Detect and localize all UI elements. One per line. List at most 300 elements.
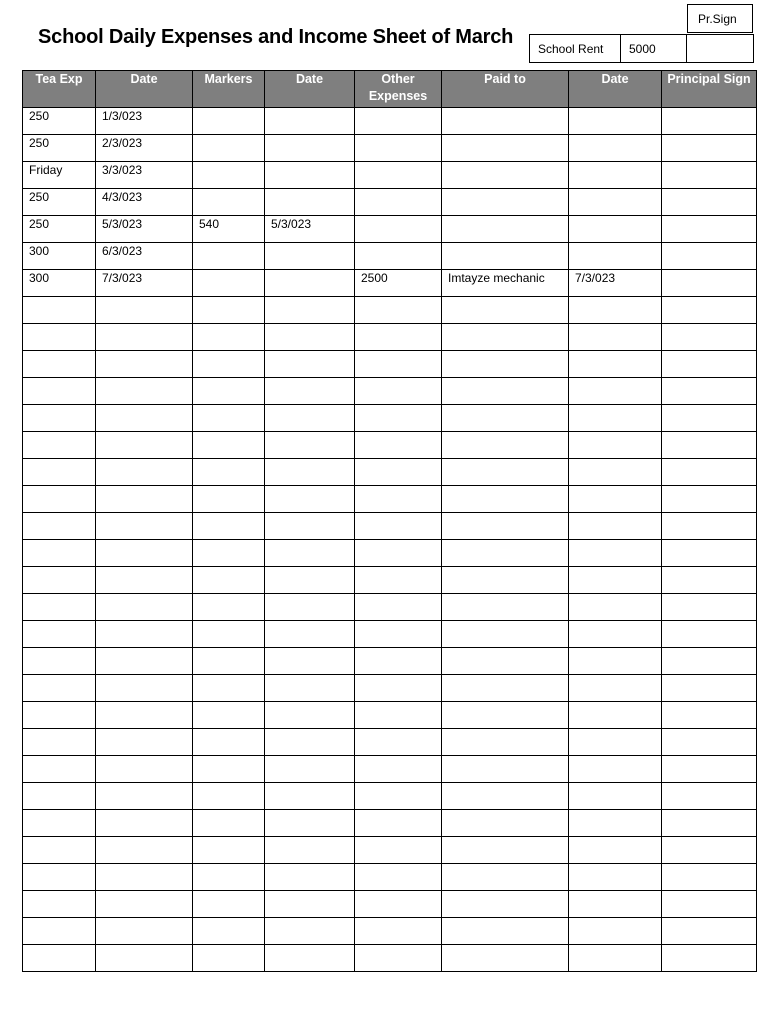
cell-paid-to[interactable] bbox=[442, 243, 569, 270]
cell-markers[interactable] bbox=[193, 405, 265, 432]
cell-principal-sign[interactable] bbox=[662, 378, 757, 405]
cell-markers[interactable] bbox=[193, 810, 265, 837]
cell-tea-exp[interactable] bbox=[23, 459, 96, 486]
cell-other-expenses[interactable] bbox=[355, 297, 442, 324]
table-row bbox=[23, 756, 757, 783]
cell-paid-date[interactable] bbox=[569, 405, 662, 432]
cell-markers-date[interactable] bbox=[265, 324, 355, 351]
cell-tea-exp[interactable] bbox=[23, 297, 96, 324]
cell-paid-date[interactable] bbox=[569, 324, 662, 351]
cell-other-expenses[interactable] bbox=[355, 405, 442, 432]
cell-principal-sign[interactable] bbox=[662, 756, 757, 783]
cell-markers[interactable] bbox=[193, 702, 265, 729]
cell-tea-exp[interactable] bbox=[23, 594, 96, 621]
cell-paid-to[interactable] bbox=[442, 297, 569, 324]
cell-paid-date[interactable] bbox=[569, 675, 662, 702]
col-header-principal-sign: Principal Sign bbox=[662, 71, 757, 108]
school-rent-value-text: 5000 bbox=[629, 41, 656, 56]
cell-tea-exp[interactable]: Friday bbox=[23, 162, 96, 189]
col-header-paid-date: Date bbox=[569, 71, 662, 108]
table-row bbox=[23, 270, 757, 297]
cell-paid-date[interactable] bbox=[569, 162, 662, 189]
cell-principal-sign[interactable] bbox=[662, 783, 757, 810]
cell-markers[interactable] bbox=[193, 648, 265, 675]
cell-date[interactable]: 2/3/023 bbox=[96, 135, 193, 162]
cell-paid-date[interactable] bbox=[569, 594, 662, 621]
cell-paid-date[interactable] bbox=[569, 297, 662, 324]
cell-other-expenses[interactable] bbox=[355, 945, 442, 972]
cell-paid-date[interactable] bbox=[569, 189, 662, 216]
cell-paid-to[interactable] bbox=[442, 756, 569, 783]
cell-date[interactable] bbox=[96, 405, 193, 432]
cell-tea-exp[interactable] bbox=[23, 945, 96, 972]
cell-tea-exp[interactable] bbox=[23, 378, 96, 405]
cell-date[interactable] bbox=[96, 324, 193, 351]
table-row bbox=[23, 162, 757, 189]
cell-markers-date[interactable] bbox=[265, 297, 355, 324]
cell-date[interactable] bbox=[96, 621, 193, 648]
table-body bbox=[23, 108, 757, 972]
cell-paid-to[interactable] bbox=[442, 621, 569, 648]
cell-date[interactable]: 4/3/023 bbox=[96, 189, 193, 216]
cell-tea-exp[interactable] bbox=[23, 783, 96, 810]
cell-tea-exp[interactable]: 300 bbox=[23, 243, 96, 270]
cell-markers-date[interactable]: 5/3/023 bbox=[265, 216, 355, 243]
cell-paid-to[interactable] bbox=[442, 324, 569, 351]
cell-date[interactable] bbox=[96, 648, 193, 675]
cell-principal-sign[interactable] bbox=[662, 486, 757, 513]
cell-date[interactable] bbox=[96, 864, 193, 891]
cell-tea-exp[interactable] bbox=[23, 729, 96, 756]
cell-markers-date[interactable] bbox=[265, 162, 355, 189]
cell-paid-to[interactable] bbox=[442, 648, 569, 675]
school-rent-label-text: School Rent bbox=[538, 41, 604, 56]
cell-tea-exp[interactable]: 250 bbox=[23, 216, 96, 243]
cell-principal-sign[interactable] bbox=[662, 351, 757, 378]
cell-markers-date[interactable] bbox=[265, 621, 355, 648]
cell-principal-sign[interactable] bbox=[662, 567, 757, 594]
cell-tea-exp[interactable]: 250 bbox=[23, 108, 96, 135]
cell-tea-exp[interactable] bbox=[23, 675, 96, 702]
page-title: School Daily Expenses and Income Sheet of March bbox=[38, 26, 514, 48]
cell-other-expenses[interactable]: 2500 bbox=[355, 270, 442, 297]
cell-markers[interactable] bbox=[193, 513, 265, 540]
col-header-tea-exp: Tea Exp bbox=[23, 71, 96, 108]
cell-markers-date[interactable] bbox=[265, 675, 355, 702]
cell-markers-date[interactable] bbox=[265, 918, 355, 945]
cell-other-expenses[interactable] bbox=[355, 783, 442, 810]
cell-date[interactable] bbox=[96, 891, 193, 918]
cell-markers-date[interactable] bbox=[265, 783, 355, 810]
cell-other-expenses[interactable] bbox=[355, 459, 442, 486]
table-row bbox=[23, 783, 757, 810]
cell-principal-sign[interactable] bbox=[662, 891, 757, 918]
cell-markers[interactable] bbox=[193, 189, 265, 216]
cell-principal-sign[interactable] bbox=[662, 432, 757, 459]
cell-paid-to[interactable] bbox=[442, 459, 569, 486]
cell-paid-date[interactable] bbox=[569, 729, 662, 756]
cell-principal-sign[interactable] bbox=[662, 810, 757, 837]
cell-markers[interactable] bbox=[193, 324, 265, 351]
table-row bbox=[23, 891, 757, 918]
cell-markers-date[interactable] bbox=[265, 648, 355, 675]
cell-paid-to[interactable] bbox=[442, 432, 569, 459]
cell-other-expenses[interactable] bbox=[355, 540, 442, 567]
cell-markers-date[interactable] bbox=[265, 702, 355, 729]
cell-tea-exp[interactable] bbox=[23, 540, 96, 567]
table-row bbox=[23, 135, 757, 162]
cell-principal-sign[interactable] bbox=[662, 918, 757, 945]
table-row bbox=[23, 702, 757, 729]
cell-markers-date[interactable] bbox=[265, 810, 355, 837]
cell-paid-to[interactable] bbox=[442, 810, 569, 837]
cell-date[interactable] bbox=[96, 756, 193, 783]
cell-other-expenses[interactable] bbox=[355, 162, 442, 189]
cell-date[interactable] bbox=[96, 783, 193, 810]
cell-paid-date[interactable] bbox=[569, 513, 662, 540]
cell-markers-date[interactable] bbox=[265, 567, 355, 594]
cell-date[interactable]: 6/3/023 bbox=[96, 243, 193, 270]
cell-markers-date[interactable] bbox=[265, 189, 355, 216]
cell-tea-exp[interactable] bbox=[23, 486, 96, 513]
cell-markers-date[interactable] bbox=[265, 756, 355, 783]
cell-date[interactable]: 5/3/023 bbox=[96, 216, 193, 243]
cell-markers-date[interactable] bbox=[265, 459, 355, 486]
cell-date[interactable] bbox=[96, 540, 193, 567]
cell-tea-exp[interactable] bbox=[23, 702, 96, 729]
cell-tea-exp[interactable] bbox=[23, 864, 96, 891]
cell-markers[interactable] bbox=[193, 837, 265, 864]
table-row bbox=[23, 216, 757, 243]
cell-markers[interactable] bbox=[193, 108, 265, 135]
cell-markers[interactable] bbox=[193, 594, 265, 621]
cell-tea-exp[interactable] bbox=[23, 351, 96, 378]
cell-markers-date[interactable] bbox=[265, 837, 355, 864]
cell-date[interactable] bbox=[96, 459, 193, 486]
cell-principal-sign[interactable] bbox=[662, 594, 757, 621]
cell-paid-date[interactable] bbox=[569, 243, 662, 270]
cell-markers[interactable] bbox=[193, 162, 265, 189]
cell-principal-sign[interactable] bbox=[662, 189, 757, 216]
cell-paid-date[interactable] bbox=[569, 378, 662, 405]
table-row bbox=[23, 729, 757, 756]
cell-markers[interactable]: 540 bbox=[193, 216, 265, 243]
cell-paid-to[interactable] bbox=[442, 783, 569, 810]
cell-date[interactable] bbox=[96, 945, 193, 972]
cell-other-expenses[interactable] bbox=[355, 918, 442, 945]
cell-tea-exp[interactable] bbox=[23, 324, 96, 351]
cell-markers-date[interactable] bbox=[265, 729, 355, 756]
cell-other-expenses[interactable] bbox=[355, 594, 442, 621]
cell-paid-to[interactable] bbox=[442, 864, 569, 891]
cell-principal-sign[interactable] bbox=[662, 297, 757, 324]
cell-paid-to[interactable] bbox=[442, 108, 569, 135]
cell-markers-date[interactable] bbox=[265, 135, 355, 162]
cell-markers-date[interactable] bbox=[265, 108, 355, 135]
cell-markers-date[interactable] bbox=[265, 594, 355, 621]
cell-other-expenses[interactable] bbox=[355, 513, 442, 540]
cell-tea-exp[interactable] bbox=[23, 405, 96, 432]
cell-paid-date[interactable] bbox=[569, 108, 662, 135]
cell-markers-date[interactable] bbox=[265, 243, 355, 270]
cell-principal-sign[interactable] bbox=[662, 405, 757, 432]
table-row bbox=[23, 297, 757, 324]
table-row bbox=[23, 108, 757, 135]
cell-paid-date[interactable] bbox=[569, 783, 662, 810]
cell-date[interactable] bbox=[96, 675, 193, 702]
header-row bbox=[23, 71, 757, 108]
cell-date[interactable] bbox=[96, 513, 193, 540]
cell-other-expenses[interactable] bbox=[355, 891, 442, 918]
cell-tea-exp[interactable] bbox=[23, 621, 96, 648]
cell-other-expenses[interactable] bbox=[355, 675, 442, 702]
cell-markers-date[interactable] bbox=[265, 945, 355, 972]
cell-paid-date[interactable] bbox=[569, 756, 662, 783]
cell-markers-date[interactable] bbox=[265, 486, 355, 513]
cell-paid-date[interactable] bbox=[569, 810, 662, 837]
cell-tea-exp[interactable] bbox=[23, 756, 96, 783]
cell-paid-date[interactable] bbox=[569, 918, 662, 945]
cell-other-expenses[interactable] bbox=[355, 189, 442, 216]
cell-principal-sign[interactable] bbox=[662, 459, 757, 486]
cell-markers[interactable] bbox=[193, 540, 265, 567]
cell-paid-to[interactable] bbox=[442, 567, 569, 594]
cell-paid-date[interactable] bbox=[569, 432, 662, 459]
cell-other-expenses[interactable] bbox=[355, 432, 442, 459]
cell-other-expenses[interactable] bbox=[355, 702, 442, 729]
cell-paid-date[interactable] bbox=[569, 891, 662, 918]
cell-tea-exp[interactable] bbox=[23, 567, 96, 594]
cell-markers[interactable] bbox=[193, 243, 265, 270]
table-row bbox=[23, 486, 757, 513]
cell-paid-to[interactable] bbox=[442, 729, 569, 756]
cell-date[interactable] bbox=[96, 810, 193, 837]
cell-principal-sign[interactable] bbox=[662, 837, 757, 864]
cell-date[interactable] bbox=[96, 297, 193, 324]
cell-paid-date[interactable] bbox=[569, 351, 662, 378]
cell-markers[interactable] bbox=[193, 432, 265, 459]
cell-date[interactable] bbox=[96, 486, 193, 513]
cell-date[interactable] bbox=[96, 594, 193, 621]
cell-other-expenses[interactable] bbox=[355, 324, 442, 351]
cell-principal-sign[interactable] bbox=[662, 864, 757, 891]
table-row bbox=[23, 810, 757, 837]
cell-paid-date[interactable] bbox=[569, 648, 662, 675]
table-row bbox=[23, 648, 757, 675]
cell-paid-to[interactable] bbox=[442, 216, 569, 243]
cell-markers-date[interactable] bbox=[265, 378, 355, 405]
cell-paid-to[interactable] bbox=[442, 405, 569, 432]
cell-markers-date[interactable] bbox=[265, 891, 355, 918]
col-header-paid-to: Paid to bbox=[442, 71, 569, 108]
cell-principal-sign[interactable] bbox=[662, 135, 757, 162]
cell-principal-sign[interactable] bbox=[662, 108, 757, 135]
cell-date[interactable]: 1/3/023 bbox=[96, 108, 193, 135]
cell-paid-date[interactable] bbox=[569, 486, 662, 513]
cell-date[interactable] bbox=[96, 351, 193, 378]
cell-other-expenses[interactable] bbox=[355, 351, 442, 378]
cell-markers[interactable] bbox=[193, 621, 265, 648]
cell-paid-date[interactable] bbox=[569, 567, 662, 594]
cell-date[interactable] bbox=[96, 729, 193, 756]
cell-principal-sign[interactable] bbox=[662, 621, 757, 648]
cell-paid-to[interactable] bbox=[442, 135, 569, 162]
cell-paid-to[interactable] bbox=[442, 891, 569, 918]
cell-paid-to[interactable] bbox=[442, 162, 569, 189]
cell-other-expenses[interactable] bbox=[355, 378, 442, 405]
principal-sign-text: Pr.Sign bbox=[698, 11, 737, 26]
cell-other-expenses[interactable] bbox=[355, 729, 442, 756]
school-rent-value[interactable] bbox=[620, 34, 687, 63]
cell-principal-sign[interactable] bbox=[662, 675, 757, 702]
cell-principal-sign[interactable] bbox=[662, 162, 757, 189]
cell-markers-date[interactable] bbox=[265, 513, 355, 540]
cell-paid-date[interactable] bbox=[569, 945, 662, 972]
cell-other-expenses[interactable] bbox=[355, 486, 442, 513]
cell-other-expenses[interactable] bbox=[355, 135, 442, 162]
cell-paid-to[interactable] bbox=[442, 918, 569, 945]
cell-markers-date[interactable] bbox=[265, 270, 355, 297]
cell-paid-to[interactable] bbox=[442, 540, 569, 567]
table-row bbox=[23, 459, 757, 486]
cell-markers[interactable] bbox=[193, 891, 265, 918]
cell-date[interactable] bbox=[96, 837, 193, 864]
cell-principal-sign[interactable] bbox=[662, 216, 757, 243]
cell-markers[interactable] bbox=[193, 459, 265, 486]
cell-paid-date[interactable]: 7/3/023 bbox=[569, 270, 662, 297]
cell-tea-exp[interactable] bbox=[23, 918, 96, 945]
cell-other-expenses[interactable] bbox=[355, 810, 442, 837]
cell-tea-exp[interactable] bbox=[23, 837, 96, 864]
cell-markers-date[interactable] bbox=[265, 432, 355, 459]
cell-paid-to[interactable]: Imtayze mechanic bbox=[442, 270, 569, 297]
table-row bbox=[23, 189, 757, 216]
cell-principal-sign[interactable] bbox=[662, 324, 757, 351]
cell-paid-to[interactable] bbox=[442, 513, 569, 540]
table-row bbox=[23, 675, 757, 702]
cell-markers[interactable] bbox=[193, 297, 265, 324]
cell-other-expenses[interactable] bbox=[355, 216, 442, 243]
cell-markers[interactable] bbox=[193, 756, 265, 783]
cell-date[interactable] bbox=[96, 567, 193, 594]
cell-principal-sign[interactable] bbox=[662, 648, 757, 675]
cell-principal-sign[interactable] bbox=[662, 243, 757, 270]
cell-other-expenses[interactable] bbox=[355, 837, 442, 864]
cell-principal-sign[interactable] bbox=[662, 702, 757, 729]
school-rent-sign-cell[interactable] bbox=[686, 34, 754, 63]
cell-markers[interactable] bbox=[193, 378, 265, 405]
table-row bbox=[23, 324, 757, 351]
table-row bbox=[23, 405, 757, 432]
cell-other-expenses[interactable] bbox=[355, 108, 442, 135]
table-row bbox=[23, 837, 757, 864]
cell-markers[interactable] bbox=[193, 567, 265, 594]
cell-date[interactable]: 7/3/023 bbox=[96, 270, 193, 297]
cell-other-expenses[interactable] bbox=[355, 621, 442, 648]
cell-paid-to[interactable] bbox=[442, 945, 569, 972]
table-row bbox=[23, 378, 757, 405]
cell-other-expenses[interactable] bbox=[355, 756, 442, 783]
cell-paid-to[interactable] bbox=[442, 837, 569, 864]
cell-tea-exp[interactable]: 300 bbox=[23, 270, 96, 297]
cell-paid-date[interactable] bbox=[569, 459, 662, 486]
cell-markers-date[interactable] bbox=[265, 405, 355, 432]
cell-principal-sign[interactable] bbox=[662, 270, 757, 297]
cell-markers[interactable] bbox=[193, 783, 265, 810]
cell-paid-to[interactable] bbox=[442, 351, 569, 378]
cell-date[interactable] bbox=[96, 702, 193, 729]
table-row bbox=[23, 594, 757, 621]
table-row bbox=[23, 621, 757, 648]
cell-principal-sign[interactable] bbox=[662, 729, 757, 756]
cell-paid-to[interactable] bbox=[442, 486, 569, 513]
cell-paid-date[interactable] bbox=[569, 621, 662, 648]
cell-markers[interactable] bbox=[193, 486, 265, 513]
cell-paid-date[interactable] bbox=[569, 702, 662, 729]
table-row bbox=[23, 351, 757, 378]
cell-paid-to[interactable] bbox=[442, 675, 569, 702]
cell-markers[interactable] bbox=[193, 270, 265, 297]
table-row bbox=[23, 918, 757, 945]
cell-paid-date[interactable] bbox=[569, 216, 662, 243]
cell-paid-to[interactable] bbox=[442, 378, 569, 405]
cell-markers[interactable] bbox=[193, 864, 265, 891]
cell-other-expenses[interactable] bbox=[355, 567, 442, 594]
cell-markers-date[interactable] bbox=[265, 864, 355, 891]
cell-principal-sign[interactable] bbox=[662, 513, 757, 540]
cell-paid-to[interactable] bbox=[442, 702, 569, 729]
table-row bbox=[23, 540, 757, 567]
table-row bbox=[23, 945, 757, 972]
cell-tea-exp[interactable] bbox=[23, 891, 96, 918]
cell-paid-date[interactable] bbox=[569, 864, 662, 891]
cell-markers[interactable] bbox=[193, 351, 265, 378]
principal-sign-label bbox=[687, 4, 753, 33]
cell-markers-date[interactable] bbox=[265, 540, 355, 567]
cell-markers[interactable] bbox=[193, 729, 265, 756]
cell-tea-exp[interactable]: 250 bbox=[23, 189, 96, 216]
cell-tea-exp[interactable] bbox=[23, 513, 96, 540]
cell-paid-date[interactable] bbox=[569, 540, 662, 567]
cell-paid-date[interactable] bbox=[569, 837, 662, 864]
cell-tea-exp[interactable]: 250 bbox=[23, 135, 96, 162]
table-row bbox=[23, 567, 757, 594]
cell-date[interactable] bbox=[96, 378, 193, 405]
cell-tea-exp[interactable] bbox=[23, 432, 96, 459]
expenses-table bbox=[22, 70, 757, 972]
col-header-markers-date: Date bbox=[265, 71, 355, 108]
cell-markers[interactable] bbox=[193, 918, 265, 945]
cell-tea-exp[interactable] bbox=[23, 810, 96, 837]
cell-paid-date[interactable] bbox=[569, 135, 662, 162]
table-row bbox=[23, 243, 757, 270]
cell-markers[interactable] bbox=[193, 945, 265, 972]
cell-markers[interactable] bbox=[193, 135, 265, 162]
cell-date[interactable] bbox=[96, 432, 193, 459]
cell-principal-sign[interactable] bbox=[662, 945, 757, 972]
cell-markers-date[interactable] bbox=[265, 351, 355, 378]
cell-paid-to[interactable] bbox=[442, 594, 569, 621]
cell-other-expenses[interactable] bbox=[355, 648, 442, 675]
cell-principal-sign[interactable] bbox=[662, 540, 757, 567]
cell-date[interactable] bbox=[96, 918, 193, 945]
cell-other-expenses[interactable] bbox=[355, 864, 442, 891]
cell-markers[interactable] bbox=[193, 675, 265, 702]
cell-paid-to[interactable] bbox=[442, 189, 569, 216]
cell-tea-exp[interactable] bbox=[23, 648, 96, 675]
cell-date[interactable]: 3/3/023 bbox=[96, 162, 193, 189]
cell-other-expenses[interactable] bbox=[355, 243, 442, 270]
